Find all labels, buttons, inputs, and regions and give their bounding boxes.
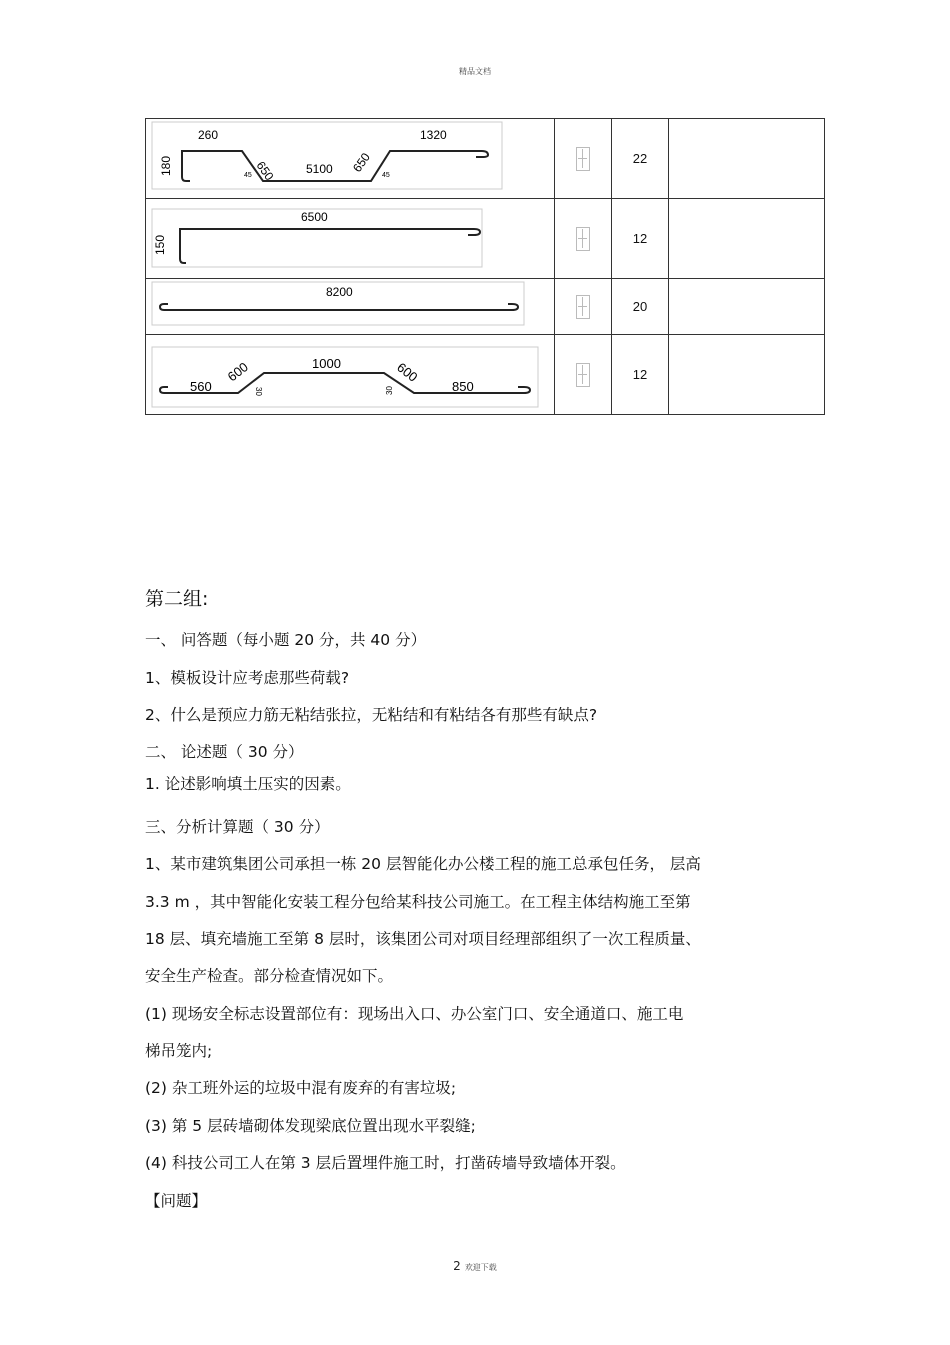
calc-line: 安全生产检查。部分检查情况如下。 (145, 967, 394, 985)
rebar-diameter: 12 (612, 199, 669, 279)
rebar-shape-1 (146, 119, 554, 194)
part3-heading: 三、分析计算题（ 30 分） (145, 818, 330, 836)
rebar-diameter: 22 (612, 119, 669, 199)
calc-line: 1、某市建筑集团公司承担一栋 20 层智能化办公楼工程的施工总承包任务， 层高 (145, 855, 701, 873)
table-row (146, 335, 825, 415)
rebar-note (669, 279, 825, 335)
dim-label: 650 (349, 150, 373, 175)
rebar-symbol-cell (555, 335, 612, 415)
page-number: 2 (453, 1259, 461, 1273)
dim-label: 650 (253, 158, 277, 184)
part2-heading: 二、 论述题（ 30 分） (145, 743, 304, 761)
rebar-shape-3 (146, 279, 554, 330)
angle-label: 45 (382, 172, 390, 179)
table-row (146, 119, 825, 199)
rebar-note (669, 119, 825, 199)
dim-label: 1000 (312, 356, 341, 371)
rebar-diameter: 12 (612, 335, 669, 415)
page-header: 精品文档 (459, 67, 491, 76)
angle-label: 30 (385, 386, 394, 395)
part1-heading: 一、 问答题（每小题 20 分，共 40 分） (145, 631, 427, 649)
dim-label: 560 (190, 379, 212, 394)
rebar-shape-cell (146, 279, 555, 335)
dim-label: 180 (159, 155, 173, 176)
question-2: 2、什么是预应力筋无粘结张拉，无粘结和有粘结各有那些有缺点? (145, 706, 598, 724)
calc-line: 梯吊笼内; (145, 1042, 213, 1060)
table-row (146, 279, 825, 335)
rebar-symbol-cell (555, 279, 612, 335)
rebar-symbol-cell (555, 119, 612, 199)
calc-line: 3.3 m ，其中智能化安装工程分包给某科技公司施工。在工程主体结构施工至第 (145, 893, 691, 911)
table-row (146, 199, 825, 279)
dim-label: 150 (153, 234, 167, 255)
question-1: 1、模板设计应考虑那些荷载? (145, 669, 350, 687)
rebar-grade-icon (576, 227, 590, 251)
rebar-diameter: 20 (612, 279, 669, 335)
rebar-grade-icon (576, 147, 590, 171)
dim-label: 600 (394, 359, 421, 385)
question-label: 【问题】 (145, 1192, 208, 1210)
dim-label: 6500 (301, 210, 328, 224)
footer-text: 欢迎下载 (464, 1263, 497, 1272)
angle-label: 30 (254, 387, 263, 396)
dim-label: 1320 (420, 128, 447, 142)
page-footer (0, 1259, 950, 1273)
rebar-shape-cell (146, 199, 555, 279)
calc-line: (1) 现场安全标志设置部位有：现场出入口、办公室门口、安全通道口、施工电 (145, 1005, 684, 1023)
rebar-shape-4 (146, 335, 554, 410)
calc-line: (4) 科技公司工人在第 3 层后置埋件施工时，打凿砖墙导致墙体开裂。 (145, 1154, 626, 1172)
dim-label: 8200 (326, 285, 353, 299)
rebar-table (145, 118, 825, 415)
angle-label: 45 (244, 172, 252, 179)
calc-line: 18 层、填充墙施工至第 8 层时，该集团公司对项目经理部组织了一次工程质量、 (145, 930, 701, 948)
rebar-note (669, 199, 825, 279)
rebar-shape-cell (146, 119, 555, 199)
rebar-grade-icon (576, 295, 590, 319)
dim-label: 5100 (306, 162, 333, 176)
calc-line: (2) 杂工班外运的垃圾中混有废弃的有害垃圾; (145, 1079, 457, 1097)
calc-line: (3) 第 5 层砖墙砌体发现梁底位置出现水平裂缝; (145, 1117, 476, 1135)
rebar-symbol-cell (555, 199, 612, 279)
rebar-grade-icon (576, 363, 590, 387)
rebar-shape-2 (146, 199, 554, 274)
section-title: 第二组: (145, 588, 209, 610)
rebar-note (669, 335, 825, 415)
dim-label: 850 (452, 379, 474, 394)
dim-label: 600 (224, 359, 251, 385)
dim-label: 260 (198, 128, 219, 142)
rebar-shape-cell (146, 335, 555, 415)
essay-question-1: 1. 论述影响填土压实的因素。 (145, 775, 351, 793)
